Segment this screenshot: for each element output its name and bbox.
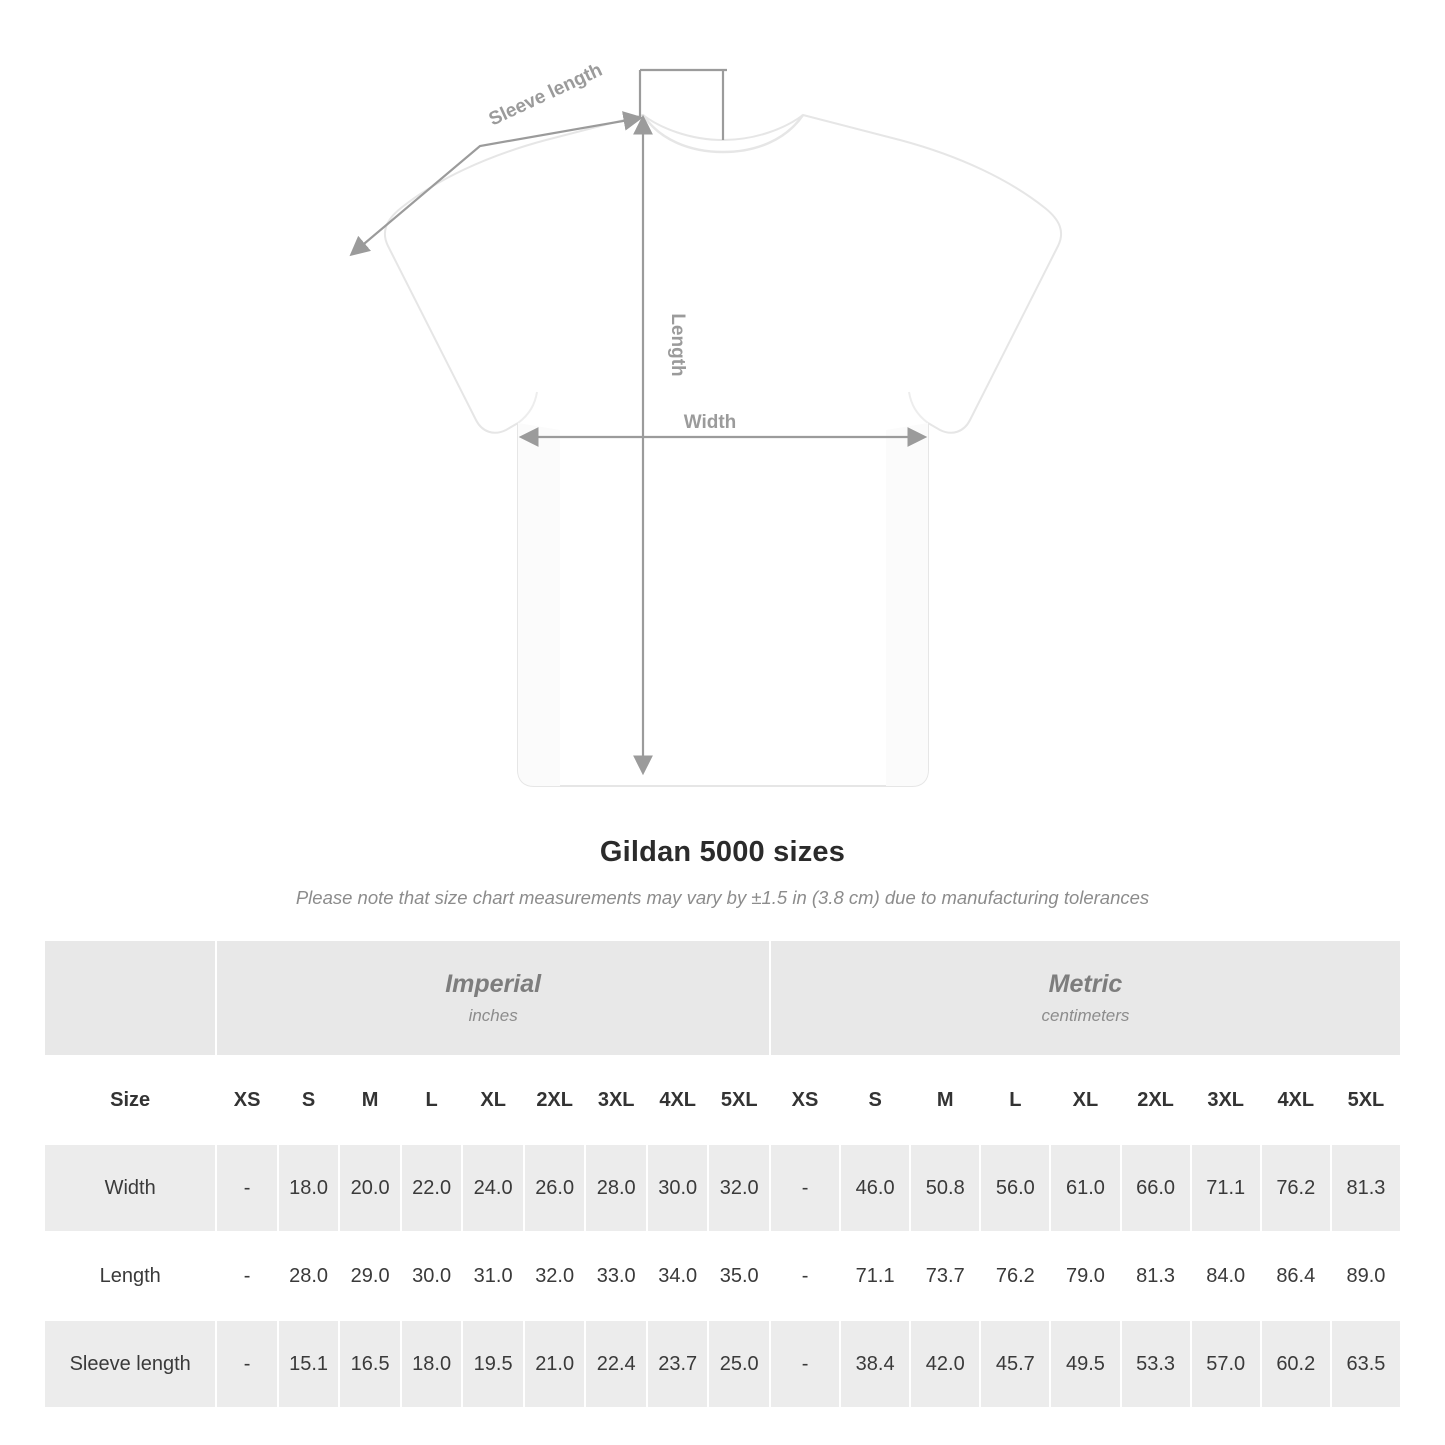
cell-imperial: 34.0 bbox=[647, 1232, 709, 1320]
page-title: Gildan 5000 sizes bbox=[599, 836, 846, 868]
cell-imperial: - bbox=[216, 1232, 278, 1320]
length-label: Length bbox=[667, 313, 688, 377]
cell-metric: - bbox=[770, 1144, 840, 1232]
row-label-width: Width bbox=[44, 1144, 216, 1232]
cell-metric: 81.3 bbox=[1121, 1232, 1191, 1320]
cell-imperial: 33.0 bbox=[585, 1232, 647, 1320]
size-header-metric-3xl: 3XL bbox=[1191, 1056, 1261, 1144]
cell-imperial: 25.0 bbox=[708, 1320, 770, 1408]
unit-header-row bbox=[44, 940, 1401, 1056]
cell-metric: 49.5 bbox=[1050, 1320, 1120, 1408]
cell-metric: 86.4 bbox=[1261, 1232, 1331, 1320]
cell-metric: 61.0 bbox=[1050, 1144, 1120, 1232]
cell-metric: 71.1 bbox=[840, 1232, 910, 1320]
size-header-imperial-2xl: 2XL bbox=[524, 1056, 586, 1144]
sleeve-length-label: Sleeve length bbox=[485, 59, 606, 131]
width-label: Width bbox=[683, 412, 737, 433]
cell-metric: 76.2 bbox=[1261, 1144, 1331, 1232]
tshirt-shape bbox=[385, 115, 1061, 786]
size-header-imperial-xs: XS bbox=[216, 1056, 278, 1144]
size-header-row bbox=[44, 1056, 1401, 1144]
cell-metric: 66.0 bbox=[1121, 1144, 1191, 1232]
cell-metric: 56.0 bbox=[980, 1144, 1050, 1232]
unit-name: Imperial bbox=[445, 970, 542, 998]
cell-imperial: 30.0 bbox=[647, 1144, 709, 1232]
cell-imperial: 28.0 bbox=[278, 1232, 340, 1320]
size-header-label: Size bbox=[44, 1056, 216, 1144]
cell-imperial: 26.0 bbox=[524, 1144, 586, 1232]
cell-imperial: 19.5 bbox=[462, 1320, 524, 1408]
cell-metric: 63.5 bbox=[1331, 1320, 1401, 1408]
cell-imperial: 29.0 bbox=[339, 1232, 401, 1320]
cell-imperial: 32.0 bbox=[524, 1232, 586, 1320]
cell-metric: 57.0 bbox=[1191, 1320, 1261, 1408]
cell-metric: 45.7 bbox=[980, 1320, 1050, 1408]
cell-metric: 38.4 bbox=[840, 1320, 910, 1408]
cell-metric: 89.0 bbox=[1331, 1232, 1401, 1320]
size-header-metric-xl: XL bbox=[1050, 1056, 1120, 1144]
cell-metric: 76.2 bbox=[980, 1232, 1050, 1320]
cell-imperial: 22.0 bbox=[401, 1144, 463, 1232]
cell-metric: 81.3 bbox=[1331, 1144, 1401, 1232]
cell-imperial: - bbox=[216, 1320, 278, 1408]
table-row bbox=[44, 1144, 1401, 1232]
unit-row-corner bbox=[44, 940, 216, 1056]
cell-imperial: 15.1 bbox=[278, 1320, 340, 1408]
cell-imperial: 32.0 bbox=[708, 1144, 770, 1232]
cell-metric: - bbox=[770, 1320, 840, 1408]
cell-metric: 73.7 bbox=[910, 1232, 980, 1320]
row-label-length: Length bbox=[44, 1232, 216, 1320]
cell-metric: 84.0 bbox=[1191, 1232, 1261, 1320]
cell-imperial: 23.7 bbox=[647, 1320, 709, 1408]
cell-imperial: - bbox=[216, 1144, 278, 1232]
size-header-metric-5xl: 5XL bbox=[1331, 1056, 1401, 1144]
size-header-imperial-l: L bbox=[401, 1056, 463, 1144]
cell-metric: 46.0 bbox=[840, 1144, 910, 1232]
size-header-metric-l: L bbox=[980, 1056, 1050, 1144]
cell-imperial: 35.0 bbox=[708, 1232, 770, 1320]
cell-imperial: 16.5 bbox=[339, 1320, 401, 1408]
size-table-wrapper bbox=[43, 939, 1402, 1409]
size-header-imperial-xl: XL bbox=[462, 1056, 524, 1144]
size-header-metric-xs: XS bbox=[770, 1056, 840, 1144]
size-header-metric-m: M bbox=[910, 1056, 980, 1144]
row-label-sleeve-length: Sleeve length bbox=[44, 1320, 216, 1408]
cell-metric: 50.8 bbox=[910, 1144, 980, 1232]
cell-imperial: 20.0 bbox=[339, 1144, 401, 1232]
size-header-metric-2xl: 2XL bbox=[1121, 1056, 1191, 1144]
table-row bbox=[44, 1232, 1401, 1320]
size-table bbox=[43, 939, 1402, 1409]
size-header-imperial-5xl: 5XL bbox=[708, 1056, 770, 1144]
title-block bbox=[0, 836, 1445, 909]
size-header-imperial-3xl: 3XL bbox=[585, 1056, 647, 1144]
cell-imperial: 22.4 bbox=[585, 1320, 647, 1408]
unit-name: Metric bbox=[1048, 970, 1123, 998]
table-row bbox=[44, 1320, 1401, 1408]
cell-imperial: 18.0 bbox=[278, 1144, 340, 1232]
cell-metric: - bbox=[770, 1232, 840, 1320]
size-header-imperial-4xl: 4XL bbox=[647, 1056, 709, 1144]
cell-imperial: 31.0 bbox=[462, 1232, 524, 1320]
cell-metric: 71.1 bbox=[1191, 1144, 1261, 1232]
cell-metric: 60.2 bbox=[1261, 1320, 1331, 1408]
cell-metric: 53.3 bbox=[1121, 1320, 1191, 1408]
unit-header-metric bbox=[770, 940, 1401, 1056]
cell-imperial: 28.0 bbox=[585, 1144, 647, 1232]
cell-metric: 79.0 bbox=[1050, 1232, 1120, 1320]
cell-imperial: 18.0 bbox=[401, 1320, 463, 1408]
cell-imperial: 24.0 bbox=[462, 1144, 524, 1232]
size-header-metric-s: S bbox=[840, 1056, 910, 1144]
unit-subtitle: inches bbox=[468, 1006, 518, 1025]
cell-metric: 42.0 bbox=[910, 1320, 980, 1408]
unit-header-imperial bbox=[216, 940, 770, 1056]
cell-imperial: 21.0 bbox=[524, 1320, 586, 1408]
size-header-imperial-s: S bbox=[278, 1056, 340, 1144]
tolerance-note: Please note that size chart measurements may vary by ±1.5 in (3.8 cm) due to manufacturing tolerances bbox=[295, 887, 1150, 908]
size-header-imperial-m: M bbox=[339, 1056, 401, 1144]
size-header-metric-4xl: 4XL bbox=[1261, 1056, 1331, 1144]
unit-subtitle: centimeters bbox=[1041, 1006, 1130, 1025]
cell-imperial: 30.0 bbox=[401, 1232, 463, 1320]
